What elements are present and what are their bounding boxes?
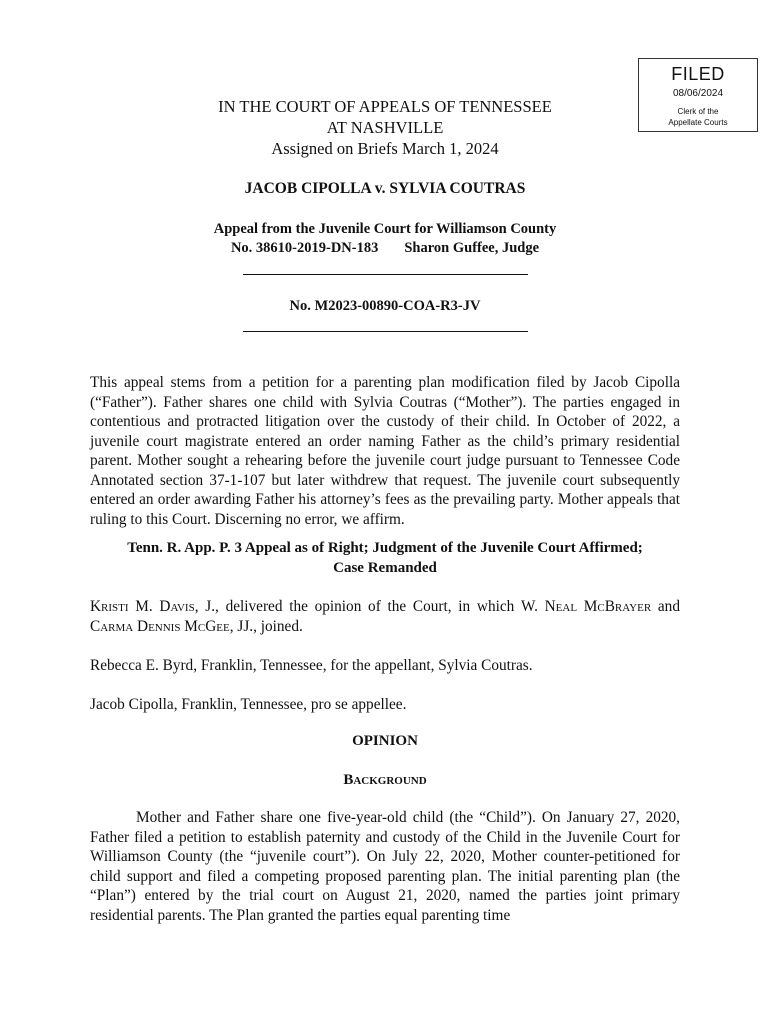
- divider-bottom: [243, 331, 528, 332]
- disposition-line1: Tenn. R. App. P. 3 Appeal as of Right; Judgment of the Juvenile Court Affirmed;: [127, 540, 643, 556]
- case-caption: JACOB CIPOLLA v. SYLVIA COUTRAS: [244, 180, 526, 197]
- stamp-clerk-line2: Appellate Courts: [668, 118, 728, 127]
- authors-text: , delivered the opinion of the Court, in which: [215, 598, 522, 615]
- background-heading: Background: [343, 772, 427, 788]
- authors-and: and: [651, 598, 680, 615]
- court-header: [90, 96, 680, 159]
- stamp-clerk-line1: Clerk of the: [677, 107, 719, 116]
- trial-judge: Sharon Guffee, Judge: [404, 240, 540, 256]
- docket-number: No. M2023-00890-COA-R3-JV: [289, 298, 481, 314]
- appeal-from: Appeal from the Juvenile Court for Williamson County: [213, 221, 557, 237]
- assigned-date: Assigned on Briefs March 1, 2024: [271, 139, 499, 158]
- court-location: AT NASHVILLE: [326, 118, 444, 137]
- appeal-info: [90, 220, 680, 258]
- concurring-judge-2: Carma Dennis McGee: [90, 617, 230, 635]
- case-summary: This appeal stems from a petition for a parenting plan modification filed by Jacob Cipolla (“Father”). Father shares one child with Sylvia Coutras (“Mother”). The parties engaged in contentious and protracted litigation over the custody of their child. In October of 2022, a juvenile court magistrate entered an order naming Father as the child’s primary residential parent. Mother sought a rehearing before the juvenile court judge pursuant to Tennessee Code Annotated section 37-1-107 but later withdrew that request. The juvenile court subsequently entered an order awarding Father his attorney’s fees as the prevailing party. Mother appeals that ruling to this Court. Discerning no error, we affirm.: [90, 374, 680, 528]
- trial-case-number: No. 38610-2019-DN-183: [230, 240, 379, 256]
- author-judge: Kristi M. Davis, J.: [90, 598, 216, 615]
- body-paragraph-1: Mother and Father share one five-year-old child (the “Child”). On January 27, 2020, Father filed a petition to establish paternity and custody of the Child in the Juvenile Court for Williamson County (the “juvenile court”). On July 22, 2020, Mother counter-petitioned for child support and filed a competing proposed parenting plan. The initial parenting plan (the “Plan”) entered by the trial court on August 21, 2020, named the parties joint primary residential parents. The Plan granted the parties equal parenting time: [90, 809, 680, 924]
- stamp-date: 08/06/2024: [672, 88, 724, 99]
- authoring-judges: [90, 597, 680, 636]
- authors-end: , JJ., joined.: [229, 617, 303, 635]
- appellant-counsel: Rebecca E. Byrd, Franklin, Tennessee, for the appellant, Sylvia Coutras.: [90, 657, 533, 674]
- concurring-judge-1: W. Neal McBrayer: [521, 598, 652, 615]
- court-name: IN THE COURT OF APPEALS OF TENNESSEE: [218, 97, 552, 116]
- stamp-filed-label: FILED: [671, 64, 725, 84]
- divider-top: [243, 274, 528, 275]
- disposition: [90, 539, 680, 578]
- disposition-line2: Case Remanded: [333, 559, 437, 576]
- appellee-counsel: Jacob Cipolla, Franklin, Tennessee, pro se appellee.: [90, 696, 407, 713]
- appeal-number-line: [90, 239, 680, 258]
- opinion-heading: OPINION: [352, 733, 418, 749]
